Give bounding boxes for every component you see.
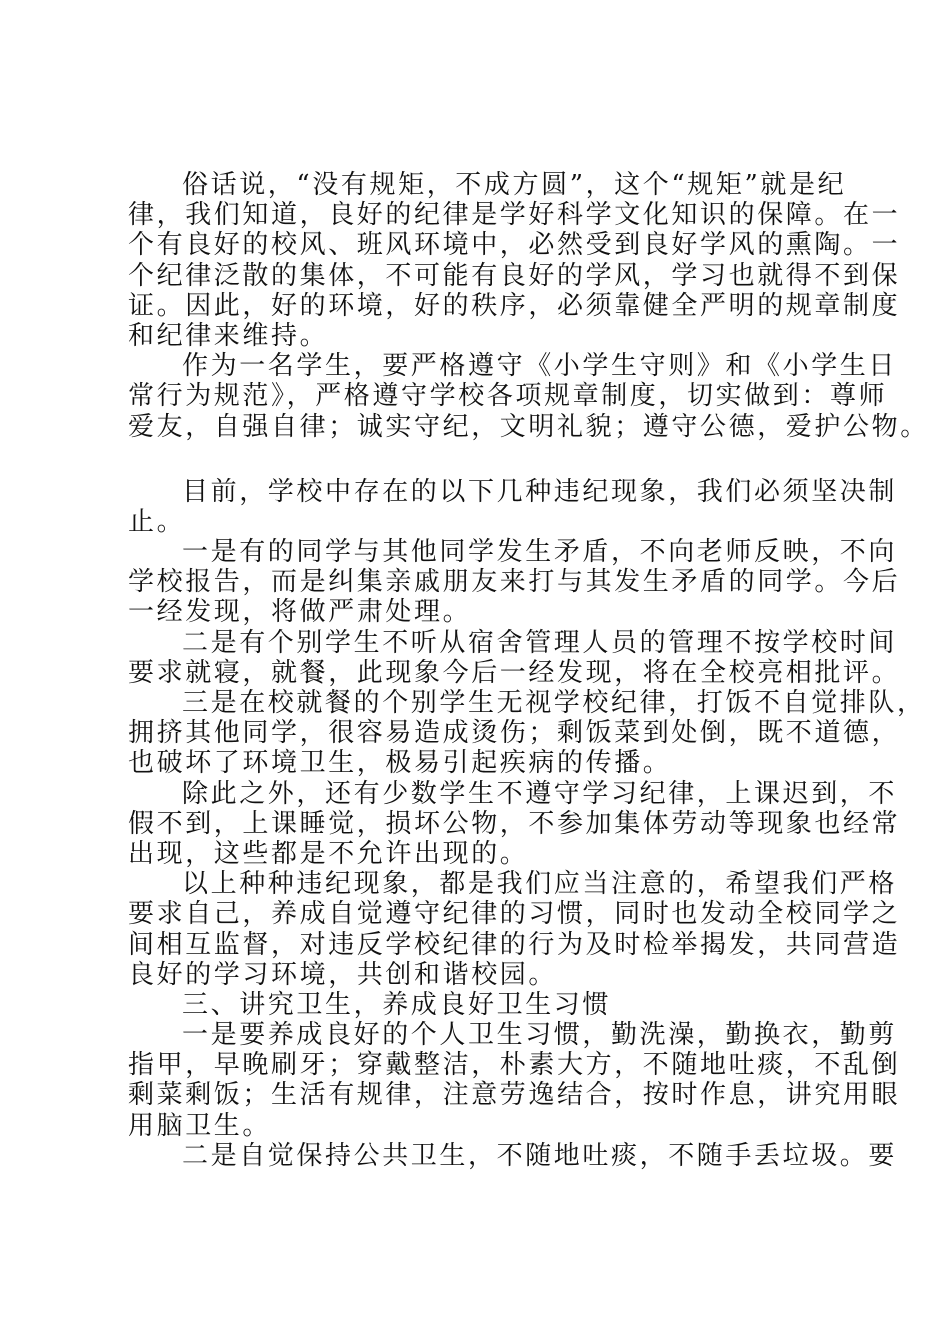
text-line: 俗话说，“没有规矩，不成方圆”，这个“规矩”就是纪 [182,170,847,200]
paragraph [128,1020,901,1141]
paragraph [128,627,901,688]
paragraph [128,476,898,537]
text-line: 间相互监督，对违反学校纪律的行为及时检举揭发，共同营造 [128,929,901,960]
text-line: 用脑卫生。 [128,1110,272,1141]
text-line: 除此之外，还有少数学生不遵守学习纪律，上课迟到，不 [182,778,898,809]
text-line: 一经发现，将做严肃处理。 [128,597,472,628]
paragraph [128,1140,898,1171]
paragraph [128,170,901,351]
text-line: 爱友，自强自律；诚实守纪，文明礼貌；遵守公德，爱护公物。 [128,411,929,442]
text-line: 剩菜剩饭；生活有规律，注意劳逸结合，按时作息，讲究用眼 [128,1080,901,1111]
text-line: 和纪律来维持。 [128,320,329,351]
text-line: 常行为规范》，严格遵守学校各项规章制度，切实做到：尊师 [128,381,888,412]
text-line: 二是有个别学生不听从宿舍管理人员的管理不按学校时间 [182,627,898,658]
text-line: 出现，这些都是不允许出现的。 [128,838,529,869]
text-line: 假不到，上课睡觉，损坏公物，不参加集体劳动等现象也经常 [128,808,901,839]
text-line: 要求就寝，就餐，此现象今后一经发现，将在全校亮相批评。 [128,657,901,688]
paragraph-spacer [128,442,848,477]
text-line: 良好的学习环境，共创和谐校园。 [128,959,558,990]
paragraph [128,778,901,870]
text-line: 一是有的同学与其他同学发生矛盾，不向老师反映，不向 [182,537,898,568]
text-line: 学校报告，而是纠集亲戚朋友来打与其发生矛盾的同学。今后 [128,567,901,598]
document-body [128,170,929,1171]
paragraph [128,351,929,442]
text-line: 以上种种违纪现象，都是我们应当注意的，希望我们严格 [182,869,898,900]
text-line: 律，我们知道，良好的纪律是学好科学文化知识的保障。在一 [128,200,901,231]
text-line: 止。 [128,506,186,537]
paragraph [128,537,901,628]
text-line: 一是要养成良好的个人卫生习惯，勤洗澡，勤换衣，勤剪 [182,1020,898,1051]
text-line: 个纪律泛散的集体，不可能有良好的学风，学习也就得不到保 [128,260,901,291]
text-line: 证。因此，好的环境，好的秩序，必须靠健全严明的规章制度 [128,290,901,321]
paragraph [128,869,901,990]
text-line: 要求自己，养成自觉遵守纪律的习惯，同时也发动全校同学之 [128,899,901,930]
text-line: 三是在校就餐的个别学生无视学校纪律，打饭不自觉排队， [182,688,926,718]
text-line: 目前，学校中存在的以下几种违纪现象，我们必须坚决制 [182,476,898,507]
text-line: 二是自觉保持公共卫生，不随地吐痰，不随手丢垃圾。要 [182,1140,898,1171]
text-line: 指甲，早晚刷牙；穿戴整洁，朴素大方，不随地吐痰，不乱倒 [128,1050,901,1081]
section-heading-text: 三、讲究卫生，养成良好卫生习惯 [182,989,612,1020]
text-line: 作为一名学生，要严格遵守《小学生守则》和《小学生日 [182,351,898,382]
section-heading [128,990,848,1020]
text-line: 个有良好的校风、班风环境中，必然受到良好学风的熏陶。一 [128,230,901,261]
text-line: 拥挤其他同学，很容易造成烫伤；剩饭菜到处倒，既不道德， [128,718,901,749]
paragraph [128,688,926,779]
text-line: 也破坏了环境卫生，极易引起疾病的传播。 [128,748,672,779]
